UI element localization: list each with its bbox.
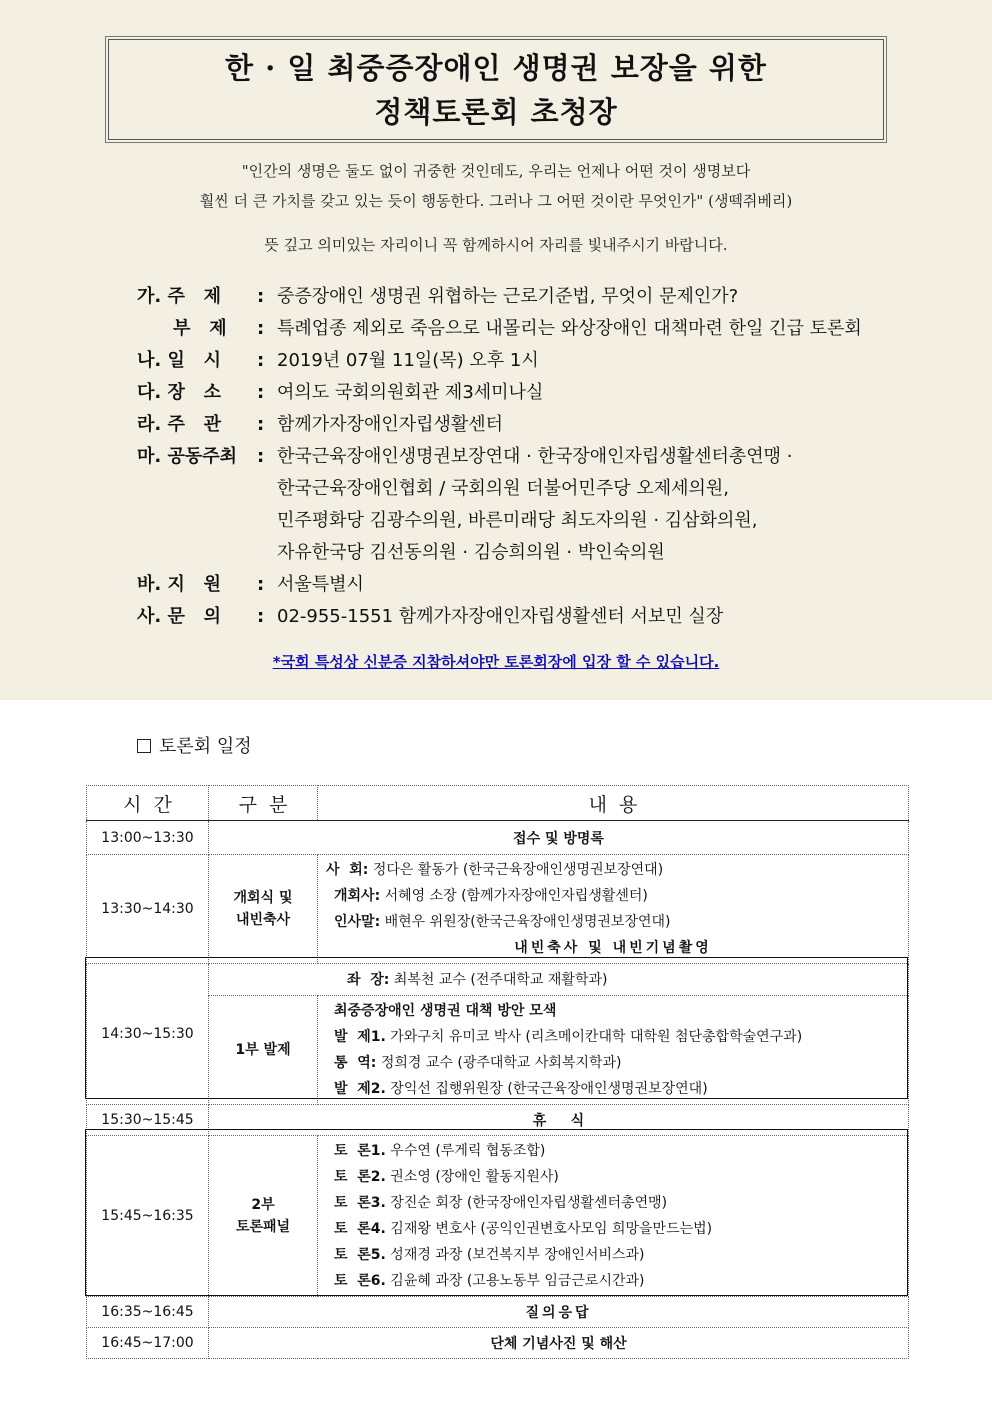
info-value: 2019년 07월 11일(목) 오후 1시 — [277, 350, 539, 371]
category-line: 개회식 및 — [233, 890, 293, 906]
info-value: 중증장애인 생명권 위협하는 근로기준법, 무엇이 문제인가? — [277, 286, 739, 307]
id-notice: *국회 특성상 신분증 지참하셔야만 토론회장에 입장 할 수 있습니다. — [272, 653, 720, 671]
info-value: 02-955-1551 함께가자장애인자립생활센터 서보민 실장 — [277, 606, 724, 627]
table-row — [87, 996, 909, 1105]
category-line: 내빈축사 — [235, 912, 291, 928]
cohost-continued-3: 자유한국당 김선동의원 · 김승희의원 · 박인숙의원 — [277, 542, 665, 563]
content-line: 발 제2. 장익선 집행위원장 (한국근육장애인생명권보장연대) — [334, 1081, 708, 1097]
table-row — [87, 1105, 909, 1136]
info-value: 여의도 국회의원회관 제3세미나실 — [277, 382, 544, 403]
table-row — [87, 964, 909, 996]
page-title: 한 · 일 최중증장애인 생명권 보장을 위한 — [225, 51, 767, 85]
table-header-row — [87, 786, 909, 821]
content-line: 사 회: 정다은 활동가 (한국근육장애인생명권보장연대) — [326, 862, 664, 878]
category-cell: 1부 발제 — [209, 996, 318, 1105]
info-label: 부 제 — [173, 318, 227, 339]
cohost-continued-1: 한국근육장애인협회 / 국회의원 더불어민주당 오제세의원, — [277, 478, 729, 499]
time-cell: 16:45~17:00 — [87, 1328, 209, 1359]
content-line: 토 론4. 김재왕 변호사 (공익인권변호사모임 희망을만드는법) — [334, 1221, 713, 1237]
info-value: 함께가자장애인자립생활센터 — [277, 414, 504, 435]
content-cell: 휴 식 — [209, 1105, 909, 1136]
schedule-table — [86, 785, 909, 1359]
content-cell: 질의응답 — [209, 1297, 909, 1328]
content-cell: 접수 및 방명록 — [209, 821, 909, 855]
info-label: 마. 공동주최 — [137, 446, 238, 467]
page-subtitle: 정책토론회 초청장 — [374, 95, 618, 129]
time-cell: 13:30~14:30 — [87, 855, 209, 964]
info-label: 다. 장 소 — [137, 382, 222, 403]
table-row — [87, 1328, 909, 1359]
title-box — [108, 39, 884, 140]
content-line: 내빈축사 및 내빈기념촬영 — [514, 940, 712, 956]
content-line: 인사말: 배현우 위원장(한국근육장애인생명권보장연대) — [334, 914, 671, 930]
info-label: 바. 지 원 — [137, 574, 222, 595]
col-header-time: 시 간 — [87, 786, 209, 821]
table-row — [87, 1297, 909, 1328]
time-cell: 15:30~15:45 — [87, 1105, 209, 1136]
category-line: 토론패널 — [235, 1219, 291, 1235]
col-header-content: 내 용 — [318, 786, 909, 821]
invite-text: 뜻 깊고 의미있는 자리이니 꼭 함께하시어 자리를 빛내주시기 바랍니다. — [264, 236, 728, 254]
content-cell — [209, 964, 909, 996]
info-label: 라. 주 관 — [137, 414, 222, 435]
info-label: 사. 문 의 — [137, 606, 222, 627]
content-cell — [318, 855, 909, 964]
info-value: 서울특별시 — [277, 574, 364, 595]
invitation-section: 한 · 일 최중증장애인 생명권 보장을 위한 정책토론회 초청장 "인간의 생명은 둘도 없이 귀중한 것인데도, 우리는 언제나 어떤 것이 생명보다 훨씬 더 큰 가치를 갖고 있는 듯이 행동한다. 그러나 그 어떤 것이란 무엇인가" (생떽쥐베리) 뜻 깊고 의미있는 자리이니 꼭 함께하시어 자리를 빛내주시기 바랍니다. 가. 주 제 : 중증장애인 생명권 위협하는 근로기준법, 무엇이 문제인가? 부 제 : 특례업종 제외로 죽음으로 내몰리는 와상장애인 대책마련 한일 긴급 토론회 나. 일 시 : 2019년 07월 11일(목) 오후 1시 다. 장 소 : 여의도 국회의원회관 제3세미나실 라. 주 관 : 함께가자장애인자립생활센터 마. 공동주최 : 한국근육장애인생명권보장연대 · 한국장애인자립생활센터총연맹 · 한국근육장애인협회 / 국회의원 더불어민주당 오제세의원, 민주평화당 김광수의원, 바른미래당 최도자의원 · 김삼화의원, 자유한국당 김선동의원 · 김승희의원 · 박인숙의원 바. 지 원 : 서울특별시 사. 문 의 : 02-955-1551 함께가자장애인자립생활센터 서보민 실장 *국회 특성상 신분증 지참하셔야만 토론회장에 입장 할 수 있습니다. — [0, 0, 992, 700]
info-value: 특례업종 제외로 죽음으로 내몰리는 와상장애인 대책마련 한일 긴급 토론회 — [277, 318, 862, 339]
time-cell: 13:00~13:30 — [87, 821, 209, 855]
quote-line-2: 훨씬 더 큰 가치를 갖고 있는 듯이 행동한다. 그러나 그 어떤 것이란 무엇인가" (생떽쥐베리) — [199, 192, 793, 210]
content-line: 최중증장애인 생명권 대책 방안 모색 — [334, 1003, 557, 1019]
content-line: 토 론3. 장진순 회장 (한국장애인자립생활센터총연맹) — [334, 1195, 668, 1211]
content-cell — [318, 1136, 909, 1297]
schedule-heading — [137, 732, 252, 758]
chair-line: 좌 장: 최복천 교수 (전주대학교 재활학과) — [347, 971, 608, 988]
table-row — [87, 821, 909, 855]
category-line: 2부 — [251, 1197, 275, 1213]
content-line: 통 역: 정희경 교수 (광주대학교 사회복지학과) — [334, 1055, 622, 1071]
content-cell: 단체 기념사진 및 해산 — [209, 1328, 909, 1359]
checkbox-square-icon — [137, 739, 151, 753]
info-label: 가. 주 제 — [137, 286, 222, 307]
content-line: 토 론2. 권소영 (장애인 활동지원사) — [334, 1169, 559, 1185]
schedule-heading-text: 토론회 일정 — [159, 736, 252, 757]
quote-line-1: "인간의 생명은 둘도 없이 귀중한 것인데도, 우리는 언제나 어떤 것이 생명보다 — [241, 162, 751, 180]
col-header-category: 구 분 — [209, 786, 318, 821]
info-label: 나. 일 시 — [137, 350, 222, 371]
info-value: 한국근육장애인생명권보장연대 · 한국장애인자립생활센터총연맹 · — [277, 446, 793, 467]
cohost-continued-2: 민주평화당 김광수의원, 바른미래당 최도자의원 · 김삼화의원, — [277, 510, 758, 531]
category-cell — [209, 1136, 318, 1297]
time-cell: 16:35~16:45 — [87, 1297, 209, 1328]
content-line: 토 론1. 우수연 (루게릭 협동조합) — [334, 1143, 546, 1159]
content-line: 토 론6. 김윤혜 과장 (고용노동부 임금근로시간과) — [334, 1273, 645, 1289]
time-cell: 14:30~15:30 — [87, 964, 209, 1105]
table-row — [87, 1136, 909, 1297]
content-line: 개회사: 서혜영 소장 (함께가자장애인자립생활센터) — [334, 888, 648, 904]
time-cell: 15:45~16:35 — [87, 1136, 209, 1297]
content-line: 토 론5. 성재경 과장 (보건복지부 장애인서비스과) — [334, 1247, 645, 1263]
category-cell — [209, 855, 318, 964]
content-cell — [318, 996, 909, 1105]
table-row — [87, 855, 909, 964]
content-line: 발 제1. 가와구치 유미코 박사 (리츠메이칸대학 대학원 첨단총합학술연구과) — [334, 1029, 803, 1045]
